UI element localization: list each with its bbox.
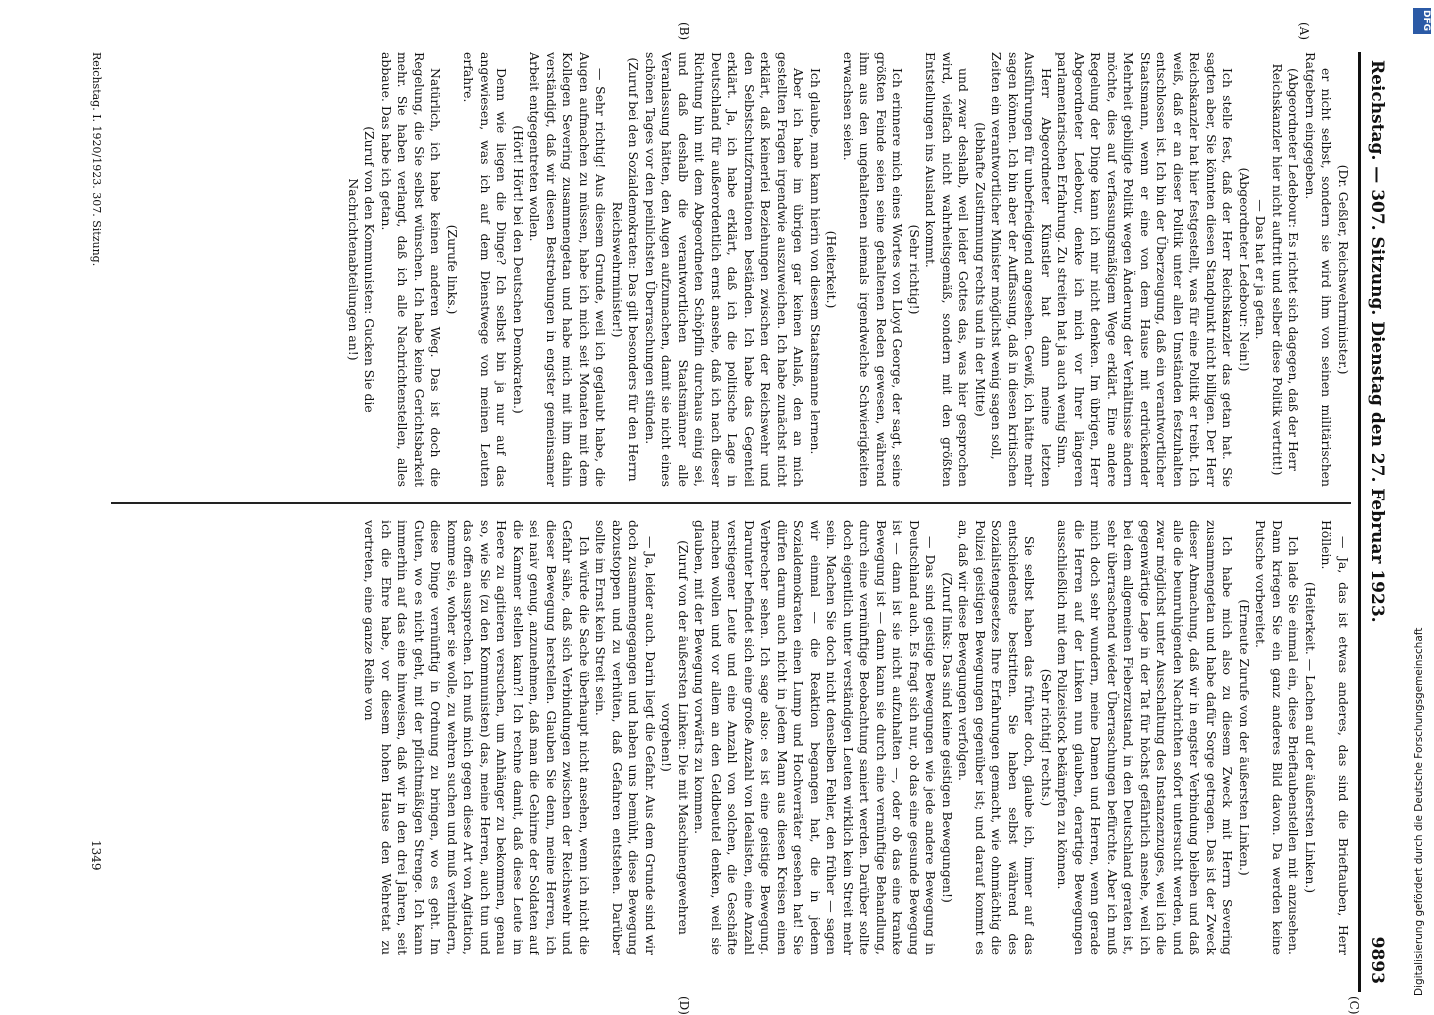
- header-page-number: 9893: [1367, 936, 1387, 984]
- header-title: Reichstag. — 307. Sitzung. Dienstag den 27. Februar 1923.: [1367, 60, 1387, 623]
- paragraph: Ich habe mich also zu diesem Zweck mit Herrn Severing zusammengetan und habe dafür Sorge getragen. Das ist der Zweck dieser Abmachung, daß wir in engster Verbindung bleiben und daß alle die beunruhigenden Nachrichten sofort untersucht werden, und zwar möglichst unter Ausschaltung des Instanzenzuges, weil ich die gegenwärtige Lage in der Tat für höchst gefährlich ansehe, weil ich bei dem allgemeinen Fieberzustand, in den Deutschland geraten ist, sehr überraschend wieder Überraschungen befürchte. Aber ich muß mich doch sehr wundern, meine Damen und Herren, wenn gerade die Herren auf der Linken nun glauben, derartige Bewegungen ausschließlich mit dem Polizeistock bekämpfen zu können.: [1055, 520, 1236, 955]
- paragraph: Sie selbst haben das früher doch, glaube ich, immer auf das entschiedenste bestritten. Sie haben selbst während des Sozialistengesetzes Ihre Erfahrungen gemacht, wie ohnmächtig die Polizei geistigen Bewegungen gegenüber ist; und darauf kommt es an, daß wir diese Bewegungen verfolgen.: [956, 520, 1038, 955]
- paragraph: (lebhafte Zustimmung rechts und in der Mitte): [973, 122, 988, 417]
- paragraph: (Heiterkeit.): [824, 230, 840, 309]
- margin-marker-b: (B): [677, 22, 691, 41]
- paragraph: Ich würde die Sache überhaupt nicht ansehen, wenn ich nicht die Gefahr sähe, daß sich Verbindungen zwischen der Reichswehr und dieser Bewegung herstellen. Glauben Sie denn, meine Herren, ich sei naiv genug, anzunehmen, daß man die Gehirne der Soldaten auf die Kammer stellen kann?! Ich rechne damit, daß diese Leute im Heere zu agitieren versuchen, um Anhänger zu bekommen, genau so, wie Sie (zu den Kommunisten) das, meine Herren, auch tun und das offen aussprechen. Ich muß mich gegen diese Art von Agitation, komme sie, woher sie wolle, zu wehren suchen und muß verhindern, diese Dinge vernünftig in Ordnung zu bringen, wo es geht. Im Guten, wo es nicht geht, mit der pflichtmäßigen Strenge. Ich kann immerhin auf das eine hinweisen, daß wir in den drei Jahren, seit ich die Ehre habe, vor diesem hohen Hause den Wehretat zu vertreten, eine ganze Reihe von: [362, 520, 592, 955]
- paragraph: (Hört! Hört! bei den Deutschen Demokraten.): [511, 125, 526, 414]
- paragraph: (Dr. Geßler, Reichswehrminister.): [1336, 164, 1351, 375]
- paragraph: (Zuruf links: Das sind keine geistigen Bewegungen!): [940, 572, 955, 903]
- margin-marker-a: (A): [1297, 22, 1311, 41]
- page-footer: Reichstag. I. 1920/1923. 307. Sitzung.: [90, 52, 103, 267]
- rotated-page-content: [61, 22, 1391, 1015]
- paragraph: (Abgeordneter Ledebour: Es richtet sich dagegen, daß der Herr Reichskanzler hier nicht auftritt und selber diese Politik vertritt!): [1270, 63, 1302, 476]
- dfg-logo: DFG: [1413, 8, 1431, 34]
- funding-note: Digitalisierung gefördert durch die Deutsche Forschungsgemeinschaft: [1413, 627, 1425, 996]
- column-separator: [111, 502, 1351, 504]
- page-header: [1357, 52, 1391, 992]
- paragraph: Ich glaube, man kann hierin von diesem Staatsmanne lernen.: [808, 68, 823, 455]
- margin-marker-d: (D): [677, 996, 691, 1015]
- paragraph: (Zuruf bei den Sozialdemokraten: Das gilt besonders für den Herrn Reichswehrminister!): [610, 57, 642, 482]
- paragraph: Ich erinnere mich eines Wortes von Lloyd George, der sagt, seine größten Feinde seien seine gehaltenen Reden gewesen, während ihm aus den ungehaltenen niemals irgendwelche Schwierigkeiten erwachsen seien.: [841, 52, 906, 487]
- paragraph: — Das hat er ja getan.: [1253, 199, 1269, 340]
- side-stripe: [1412, 0, 1434, 1000]
- paragraph: — Ja, leider auch. Darin liegt die Gefahr. Aus dem Grunde sind wir doch zusammengegangen und haben uns bemüht, diese Bewegung abzustoppen und zu verhüten, daß Gefahren entstehen. Darüber sollte im Ernst kein Streit sein.: [593, 520, 658, 955]
- paragraph: (Zuruf von der äußersten Linken: Die mit Maschinengewehren vorgehen!): [659, 540, 691, 935]
- paragraph: er nicht selbst, sondern sie wird ihm von seinen militärischen Ratgebern eingegeben.: [1303, 52, 1335, 487]
- paragraph: Ich stelle fest, daß der Herr Reichskanzler das getan hat. Sie sagten aber, Sie könnten diesen Standpunkt nicht billigen. Der Herr Reichskanzler hat hier festgestellt, was für eine Politik er treibt. Ich weiß, daß er an dieser Politik unter allen Umständen festzuhalten entschlossen ist. Ich bin der Überzeugung, daß ein verantwortlicher Staatsmann, wenn er eine von dem Hause mit erdrückender Mehrheit gebilligte Politik wegen Änderung der Verhältnisse ändern möchte, dies auf verfassungsmäßigem Wege erklärt. Eine andere Regelung der Dinge kann ich mir nicht denken. Im übrigen, Herr Abgeordneter Ledebour, denke ich mich vor Ihrer längeren parlamentarischen Erfahrung. Zu streiten hat ja auch wenig Sinn.: [1055, 52, 1236, 487]
- paragraph: — Ja, das ist etwas anderes, das sind die Brieftauben, Herr Höllein.: [1319, 520, 1351, 955]
- paragraph: (Erneute Zurufe von der äußersten Linken.): [1237, 599, 1252, 876]
- right-column: [111, 520, 1351, 955]
- paragraph: (Sehr richtig! rechts.): [1039, 668, 1054, 807]
- header-rule: [1358, 52, 1361, 992]
- paragraph: (Sehr richtig!): [907, 224, 922, 315]
- paragraph: — Sehr richtig! Aus diesem Grunde, weil ich geglaubt habe, die Augen aufmachen zu müssen, habe ich mich seit Monaten mit dem Kollegen Severing zusammengetan und habe mich mit ihm dahin verständigt, daß wir diesen Bestrebungen in engster gemeinsamer Arbeit entgegentreten wollen.: [527, 52, 609, 487]
- paragraph: (Abgeordneter Ledebour: Nein!): [1237, 167, 1252, 372]
- paragraph: (Heiterkeit. — Lachen auf der äußersten Linken.): [1303, 581, 1318, 894]
- paragraph: Ich lade Sie einmal ein, diese Brieftaubenstellen mit anzusehen. Dann kriegen Sie ein ganz anderes Bild davon. Da werden keine Putsche vorbereitet.: [1253, 520, 1302, 955]
- paragraph: Aber ich habe im übrigen gar keinen Anlaß, den an mich gestellten Fragen irgendwie auszuweichen. Ich habe zunächst nicht erklärt, daß keinerlei Beziehungen zwischen der Reichswehr und den Selbstschutzformationen beständen. Ich habe das Gegenteil erklärt. Ja, ich habe erklärt, daß ich die politische Lage in Deutschland für außerordentlich ernst ansehe, daß ich nach dieser Richtung hin mit dem Abgeordneten Schöpflin durchaus einig sei, und daß deshalb die verantwortlichen Staatsmänner alle Veranlassung hätten, den Augen aufzumachen, damit sie nicht eines schönen Tages vor den peinlichsten Überraschungen stünden.: [643, 52, 807, 487]
- paragraph: (Zurufe links.): [445, 224, 460, 315]
- footer-page-number: 1349: [89, 840, 103, 871]
- paragraph: (Zuruf von den Kommunisten: Gucken Sie die Nachrichtenabteilungen an!): [346, 126, 378, 413]
- paragraph: Denn wie liegen die Dinge? Ich selbst bin ja nur auf das angewiesen, was ich auf dem Dienstwege von meinen Leuten erfahre.: [461, 52, 510, 487]
- margin-marker-c: (C): [1347, 996, 1361, 1015]
- paragraph: Herr Abgeordneter Künstler hat dann meine letzten Ausführungen für unbefriedigend angesehen. Gewiß, ich hätte mehr sagen können. Ich bin aber der Auffassung, daß in diesen kritischen Zeiten ein verantwortlicher Minister möglichst wenig sagen soll,: [989, 52, 1054, 487]
- paragraph: Natürlich, ich habe keinen anderen Weg. Das ist doch die Regelung, die Sie selbst wünschen. Ich habe keine Gerichtsbarkeit mehr. Sie haben verlangt, daß ich alle Nachrichtenstellen, alles abbaue. Das habe ich getan.: [379, 52, 444, 487]
- paragraph: und zwar deshalb, weil leider Gottes das, was hier gesprochen wird, vielfach nicht wahrheitsgemäß, sondern mit den größten Entstellungen ins Ausland kommt.: [923, 52, 972, 487]
- left-column: [111, 52, 1351, 487]
- paragraph: — Das sind geistige Bewegungen wie jede andere Bewegung in Deutschland auch. Es fragt sich nur, ob das eine gesunde Bewegung ist — dann ist sie nicht aufzuhalten —, oder ob das eine kranke Bewegung ist — dann kann sie durch eine vernünftige Behandlung, durch eine vernünftige Beobachtung saniert werden. Darüber sollte doch eigentlich unter verständigen Leuten wirklich kein Streit mehr sein. Machen Sie doch nicht denselben Fehler, den früher — sagen wir einmal — die Reaktion begangen hat, die in jedem Sozialdemokraten einen Lump und Hochverräter gesehen hat! Sie dürfen darum auch nicht in jedem Mann aus diesen Kreisen einen Verbrecher sehen. Ich sage also: es ist eine geistige Bewegung. Darunter befindet sich eine große Anzahl von Idealisten, eine Anzahl verstiegener Leute und eine Anzahl von solchen, die Geschäfte machen wollen und vor allem an den Geldbeutel denken, weil sie glauben, mit der Bewegung vorwärts zu kommen.: [692, 520, 939, 955]
